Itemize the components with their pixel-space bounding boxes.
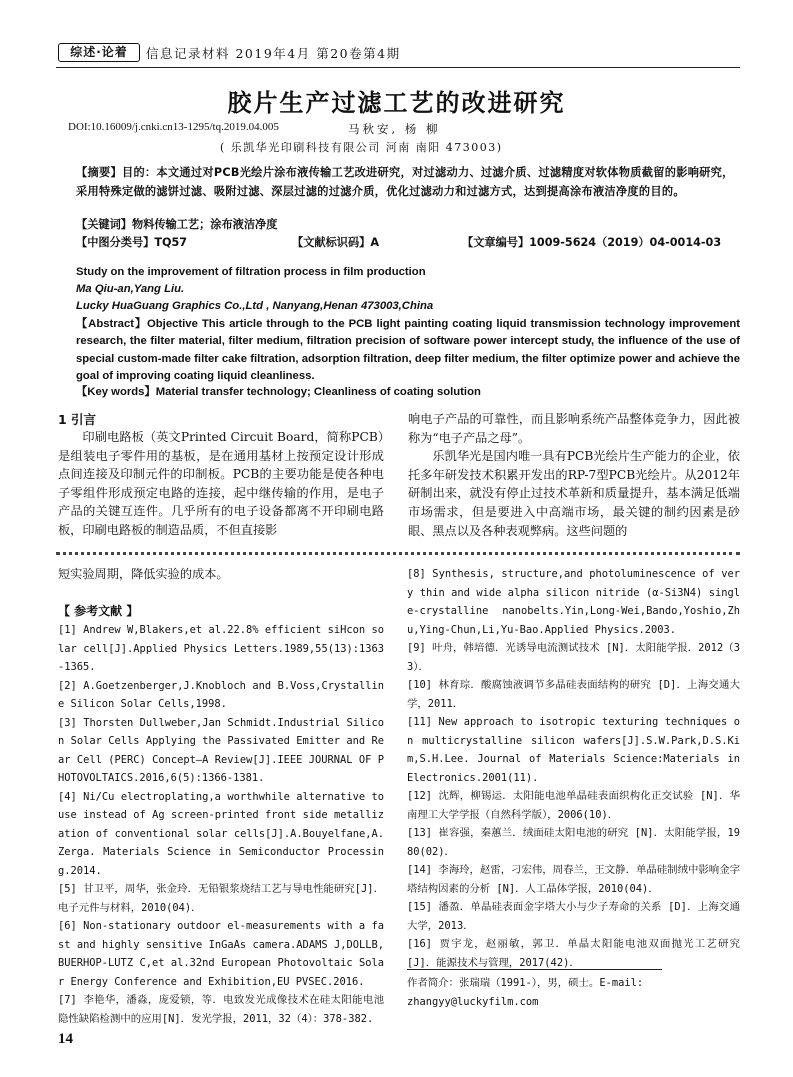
doi: DOI:10.16009/j.cnki.cn13-1295/tq.2019.04.005 — [68, 121, 279, 133]
page-separator — [56, 552, 740, 555]
reference-item: [5] 甘卫平，周华，张金玲．无铅银浆烧结工艺与导电性能研究[J]．电子元件与材料，2010(04)． — [58, 883, 384, 914]
title-en: Study on the improvement of filtration process in film production — [76, 266, 426, 278]
intro-right-column — [408, 410, 740, 540]
reference-item: [1] Andrew W,Blakers,et al.22.8% efficient siHcon solar cell[J].Applied Physics Letters.1989,55(13):1363-1365. — [58, 624, 384, 673]
references-title: 【 参考文献 】 — [58, 604, 139, 618]
abstract-cn: 【摘要】目的：本文通过对PCB光绘片涂布液传输工艺改进研究，对过滤动力、过滤介质、过滤精度对软体物质截留的影响研究，采用特殊定做的滤饼过滤、吸附过滤、深层过滤的过滤介质，优化过滤动力和过滤方式，达到提高涂布液洁净度的目的。 — [76, 166, 734, 198]
page-number: 14 — [58, 1031, 73, 1047]
intro-paragraph: 印刷电路板（英文Printed Circuit Board，简称PCB）是组装电子零件用的基板，是在通用基材上按预定设计形成点间连接及印制元件的印制板。PCB的主要功能是使各种电子零组件形成预定电路的连接，起中继传输的作用，是电子产品的关键互连件。几乎所有的电子设备都离不开印刷电路板，印刷电路板的制造品质，不但直接影 — [58, 430, 384, 537]
reference-item: [12] 沈辉，柳锡运．太阳能电池单晶硅表面织构化正交试验 [N]．华南理工大学学报（自然科学版），2006(10)． — [407, 790, 740, 821]
reference-item: [3] Thorsten Dullweber,Jan Schmidt.Industrial Silicon Solar Cells Applying the Passivated Emitter and Rear Cell (PERC) Concept—A Review[J].IEEE JOURNAL OF PHOTOVOLTAICS.2016,6(5):1366-1381. — [58, 716, 384, 784]
tail-text: 短实验周期，降低实验的成本。 — [58, 567, 229, 581]
keywords-en: 【Key words】Material transfer technology; Cleanliness of coating solution — [76, 386, 481, 398]
reference-item: [2] A.Goetzenberger,J.Knobloch and B.Voss,Crystalline Silicon Solar Cells,1998. — [58, 679, 384, 710]
affiliation: ( 乐凯华光印刷科技有限公司 河南 南阳 473003) — [220, 141, 503, 154]
affiliation-en: Lucky HuaGuang Graphics Co.,Ltd , Nanyang,Henan 473003,China — [76, 300, 434, 312]
journal-header: 信息记录材料 2019年4月 第20卷第4期 — [146, 46, 401, 61]
doc-code: 【文献标识码】A — [292, 236, 379, 249]
author-footnote: 作者简介：张瑞瑞（1991-），男，硕士。E-mail: zhangyy@luckyfilm.com — [407, 977, 644, 1008]
class-number: 【中图分类号】TQ57 — [76, 236, 188, 249]
reference-item: [4] Ni/Cu electroplating,a worthwhile alternative to use instead of Ag screen-printed front side metallization of conventional solar cells[J].A.Bouyelfane,A.Zerga. Materials Science in Semiconductor Processing.2014. — [58, 790, 384, 877]
intro-paragraph-2: 乐凯华光是国内唯一具有PCB光绘片生产能力的企业，依托多年研发技术积累开发出的RP-7型PCB光绘片。从2012年研制出来，就没有停止过技术革新和质量提升，基本满足低端市场需求，但是要进入中高端市场，最关键的制约因素是砂眼、黑点以及各种表观弊病。这些问题的 — [408, 449, 740, 538]
authors: 马秋安, 杨 柳 — [348, 122, 441, 136]
authors-en: Ma Qiu-an,Yang Liu. — [76, 283, 185, 295]
article-number: 【文章编号】1009-5624（2019）04-0014-03 — [462, 236, 722, 249]
reference-item: [13] 崔容强，秦蕙兰．绒面硅太阳电池的研究 [N]．太阳能学报，1980(02)． — [407, 827, 740, 858]
reference-item: [11] New approach to isotropic texturing techniques on multicrystalline silicon wafers[J].S.W.Park,D.S.Kim,S.H.Lee. Journal of Materials Science:Materials in Electronics.2001(11). — [407, 716, 740, 784]
footnote-rule — [407, 969, 662, 970]
abstract-en: 【Abstract】Objective This article through to the PCB light painting coating liquid transmission technology improvement research, the filter material, filter medium, filtration precision of software power intercept study, the influence of the use of special custom-made filter cake filtration, adsorption filtration, deep filter medium, the filter optimize power and achieve the goal of improving coating liquid cleanliness. — [76, 318, 740, 382]
section-heading: 1 引言 — [58, 412, 97, 427]
paper-title: 胶片生产过滤工艺的改进研究 — [227, 89, 566, 117]
reference-item: [10] 林育琮．酸腐蚀液调节多晶硅表面结构的研究 [D]．上海交通大学，2011． — [407, 679, 740, 710]
reference-item: [8] Synthesis, structure,and photoluminescence of very thin and wide alpha silicon nitride (α-Si3N4) single-crystalline nanobelts.Yin,Long-Wei,Bando,Yoshio,Zhu,Ying-Chun,Li,Yu-Bao.Applied Physics.2003. — [407, 568, 740, 636]
keywords-cn: 【关键词】物料传输工艺；涂布液洁净度 — [76, 218, 278, 231]
references-right — [407, 565, 740, 972]
reference-item: [9] 叶舟，韩培德．光诱导电流测试技术 [N]．太阳能学报．2012（33）． — [407, 642, 740, 673]
intro-left-column — [58, 410, 384, 540]
intro-paragraph-continued: 响电子产品的可靠性，而且影响系统产品整体竞争力，因此被称为“电子产品之母”。 — [408, 412, 740, 445]
references-left — [58, 621, 384, 1028]
reference-item: [14] 李海玲，赵雷，刁宏伟，周春兰，王文静．单晶硅制绒中影响金字塔结构因素的分析 [N]．人工晶体学报，2010(04)． — [407, 864, 740, 895]
header-rule — [56, 67, 740, 68]
reference-item: [16] 贾宇龙，赵丽敏，郭卫．单晶太阳能电池双面抛光工艺研究 [J]．能源技术与管理，2017(42)． — [407, 938, 740, 969]
reference-item: [15] 潘盈．单晶硅表面金字塔大小与少子寿命的关系 [D]．上海交通大学，2013． — [407, 901, 740, 932]
reference-item: [6] Non-stationary outdoor el-measurements with a fast and highly sensitive InGaAs camera.ADAMS J,DOLLB,BUERHOP-LUTZ C,et al.32nd European Photovoltaic Solar Energy Conference and Exhibition,EU PVSEC.2016. — [58, 920, 384, 988]
section-badge: 综述·论着 — [58, 43, 140, 62]
reference-item: [7] 李艳华，潘淼，庞爱锁，等．电致发光成像技术在硅太阳能电池隐性缺陷检测中的应用[N]．发光学报，2011，32（4）：378-382. — [58, 994, 384, 1025]
